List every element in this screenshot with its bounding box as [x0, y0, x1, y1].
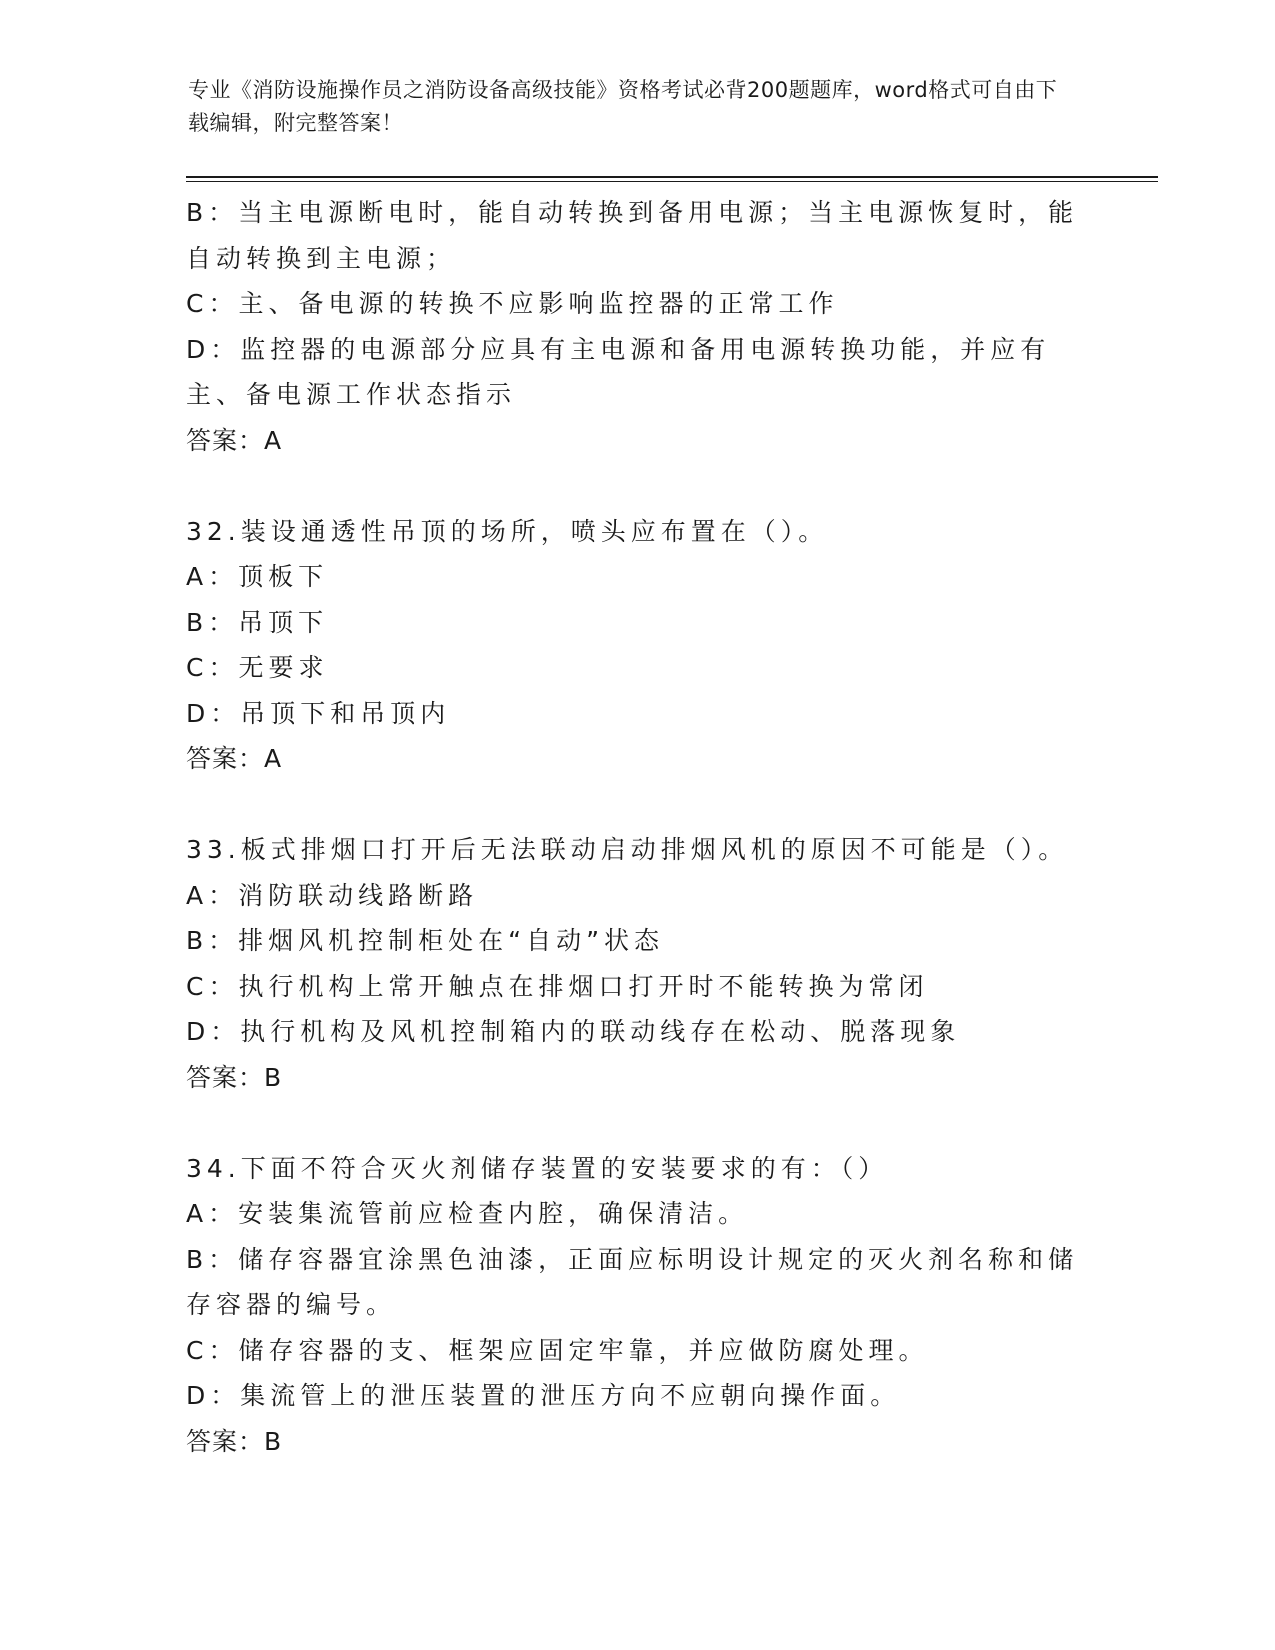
answer: 答案：B [186, 1426, 283, 1456]
answer: 答案：B [186, 1062, 283, 1092]
question-32 [186, 509, 1086, 782]
question-stem: 33.板式排烟口打开后无法联动启动排烟风机的原因不可能是（）。 [186, 835, 1069, 864]
header-rule-thick [186, 176, 1158, 178]
header-title: 专业《消防设施操作员之消防设备高级技能》资格考试必背200题题库，word格式可自由下载编辑，附完整答案！ [188, 78, 1058, 135]
option-b: B：当主电源断电时，能自动转换到备用电源；当主电源恢复时，能自动转换到主电源； [186, 198, 1079, 273]
option-d: D：监控器的电源部分应具有主电源和备用电源转换功能，并应有主、备电源工作状态指示 [186, 334, 1051, 409]
prev-question [186, 190, 1086, 463]
option-c: C：执行机构上常开触点在排烟口打开时不能转换为常闭 [186, 971, 929, 1001]
header-rule-thin [186, 181, 1158, 182]
option-a: A：消防联动线路断路 [186, 880, 479, 910]
option-a: A：安装集流管前应检查内腔，确保清洁。 [186, 1199, 749, 1228]
option-b: B：储存容器宜涂黑色油漆，正面应标明设计规定的灭火剂名称和储存容器的编号。 [186, 1244, 1079, 1319]
question-33 [186, 827, 1086, 1100]
option-c: C：无要求 [186, 653, 329, 682]
option-d: D：吊顶下和吊顶内 [186, 698, 451, 728]
question-content [186, 190, 1086, 1464]
option-b: B：吊顶下 [186, 607, 329, 637]
question-34 [186, 1146, 1086, 1465]
answer: 答案：A [186, 744, 283, 773]
option-d: D：执行机构及风机控制箱内的联动线存在松动、脱落现象 [186, 1017, 961, 1046]
spacer [186, 463, 1086, 509]
option-a: A：顶板下 [186, 562, 329, 591]
question-stem: 32.装设通透性吊顶的场所，喷头应布置在（）。 [186, 516, 829, 546]
option-d: D：集流管上的泄压装置的泄压方向不应朝向操作面。 [186, 1381, 901, 1410]
question-stem: 34.下面不符合灭火剂储存装置的安装要求的有：（） [186, 1153, 889, 1183]
option-c: C：主、备电源的转换不应影响监控器的正常工作 [186, 289, 839, 318]
option-c: C：储存容器的支、框架应固定牢靠，并应做防腐处理。 [186, 1335, 929, 1365]
spacer [186, 1100, 1086, 1146]
answer: 答案：A [186, 425, 283, 455]
option-b: B：排烟风机控制柜处在“自动”状态 [186, 926, 665, 955]
document-header [188, 74, 1068, 140]
spacer [186, 782, 1086, 828]
